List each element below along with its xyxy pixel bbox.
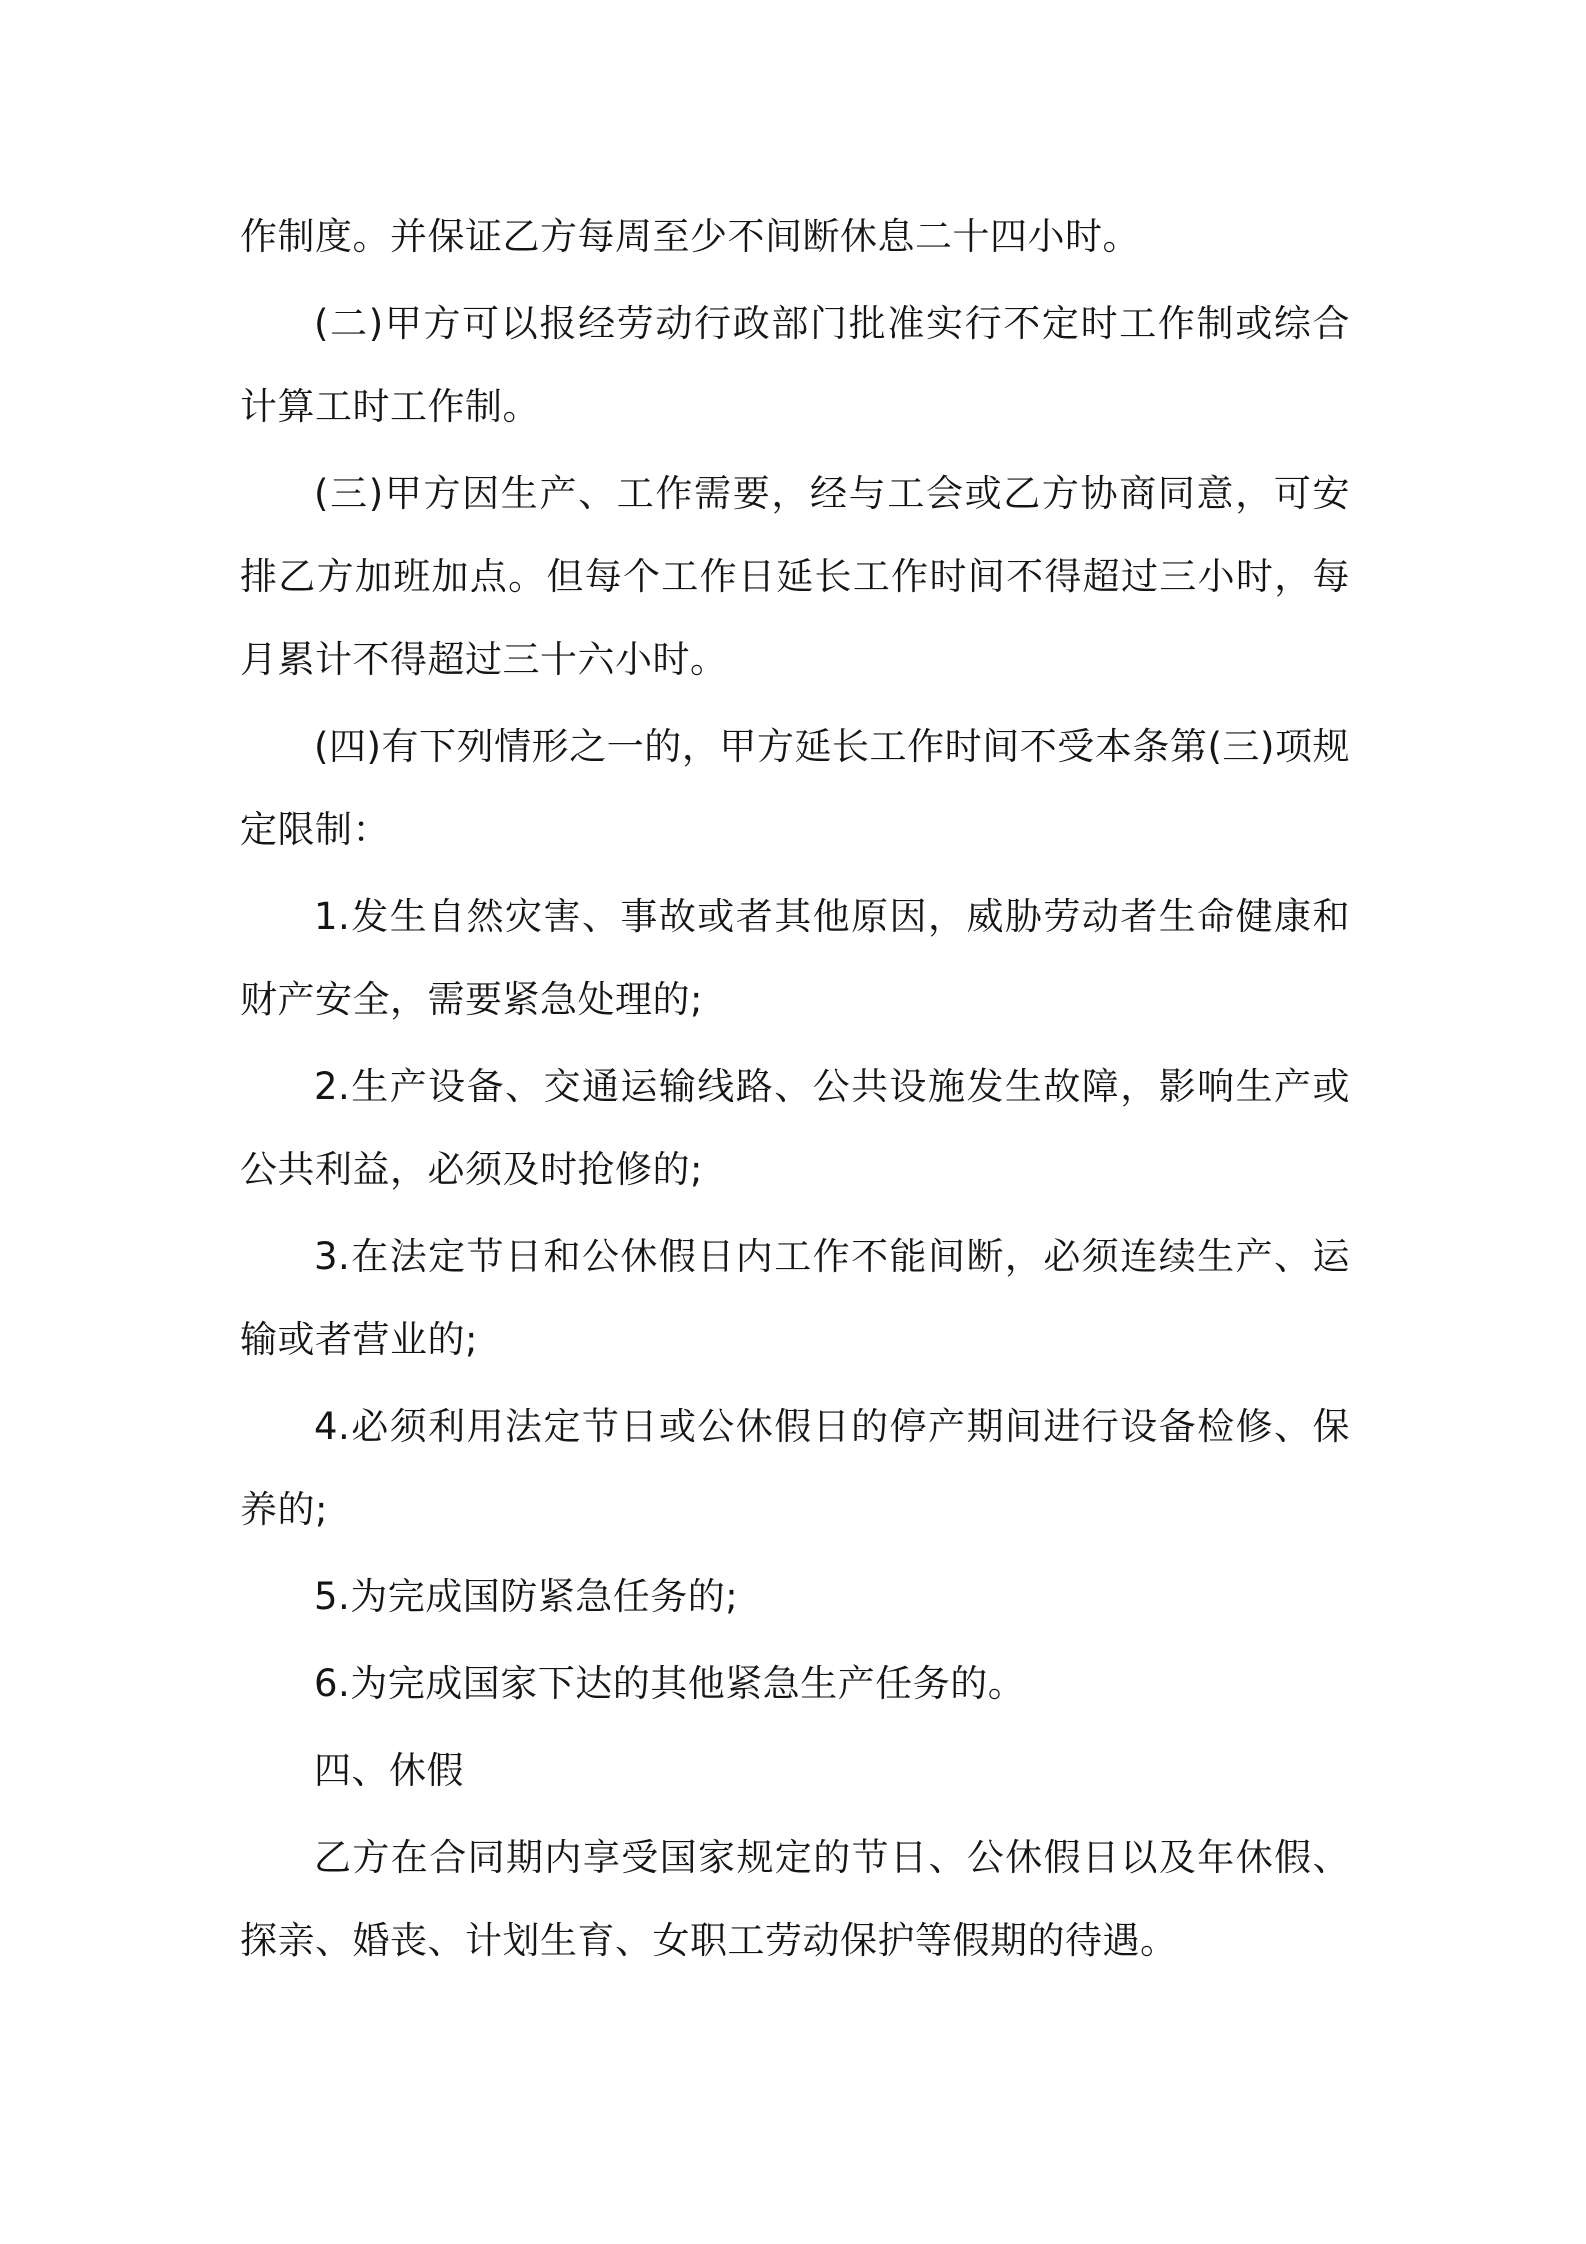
list-item-6: 6.为完成国家下达的其他紧急生产任务的。 [314, 1662, 1026, 1705]
list-item-5: 5.为完成国防紧急任务的; [314, 1575, 739, 1618]
list-item-1: 1.发生自然灾害、事故或者其他原因，威胁劳动者生命健康和财产安全，需要紧急处理的; [240, 895, 1350, 1021]
list-item-3: 3.在法定节日和公休假日内工作不能间断，必须连续生产、运输或者营业的; [240, 1235, 1350, 1361]
paragraph-vacation: 乙方在合同期内享受国家规定的节日、公休假日以及年休假、探亲、婚丧、计划生育、女职工劳动保护等假期的待遇。 [240, 1836, 1350, 1962]
list-item-4: 4.必须利用法定节日或公休假日的停产期间进行设备检修、保养的; [240, 1405, 1350, 1531]
paragraph-clause-2: (二)甲方可以报经劳动行政部门批准实行不定时工作制或综合计算工时工作制。 [240, 302, 1350, 428]
document-page [240, 195, 1350, 1986]
paragraph-clause-4: (四)有下列情形之一的，甲方延长工作时间不受本条第(三)项规定限制： [240, 725, 1350, 851]
paragraph-clause-3: (三)甲方因生产、工作需要，经与工会或乙方协商同意，可安排乙方加班加点。但每个工作日延长工作时间不得超过三小时，每月累计不得超过三十六小时。 [240, 472, 1350, 681]
section-heading-vacation: 四、休假 [314, 1749, 464, 1792]
list-item-2: 2.生产设备、交通运输线路、公共设施发生故障，影响生产或公共利益，必须及时抢修的; [240, 1065, 1350, 1191]
paragraph-continuation: 作制度。并保证乙方每周至少不间断休息二十四小时。 [240, 215, 1140, 258]
